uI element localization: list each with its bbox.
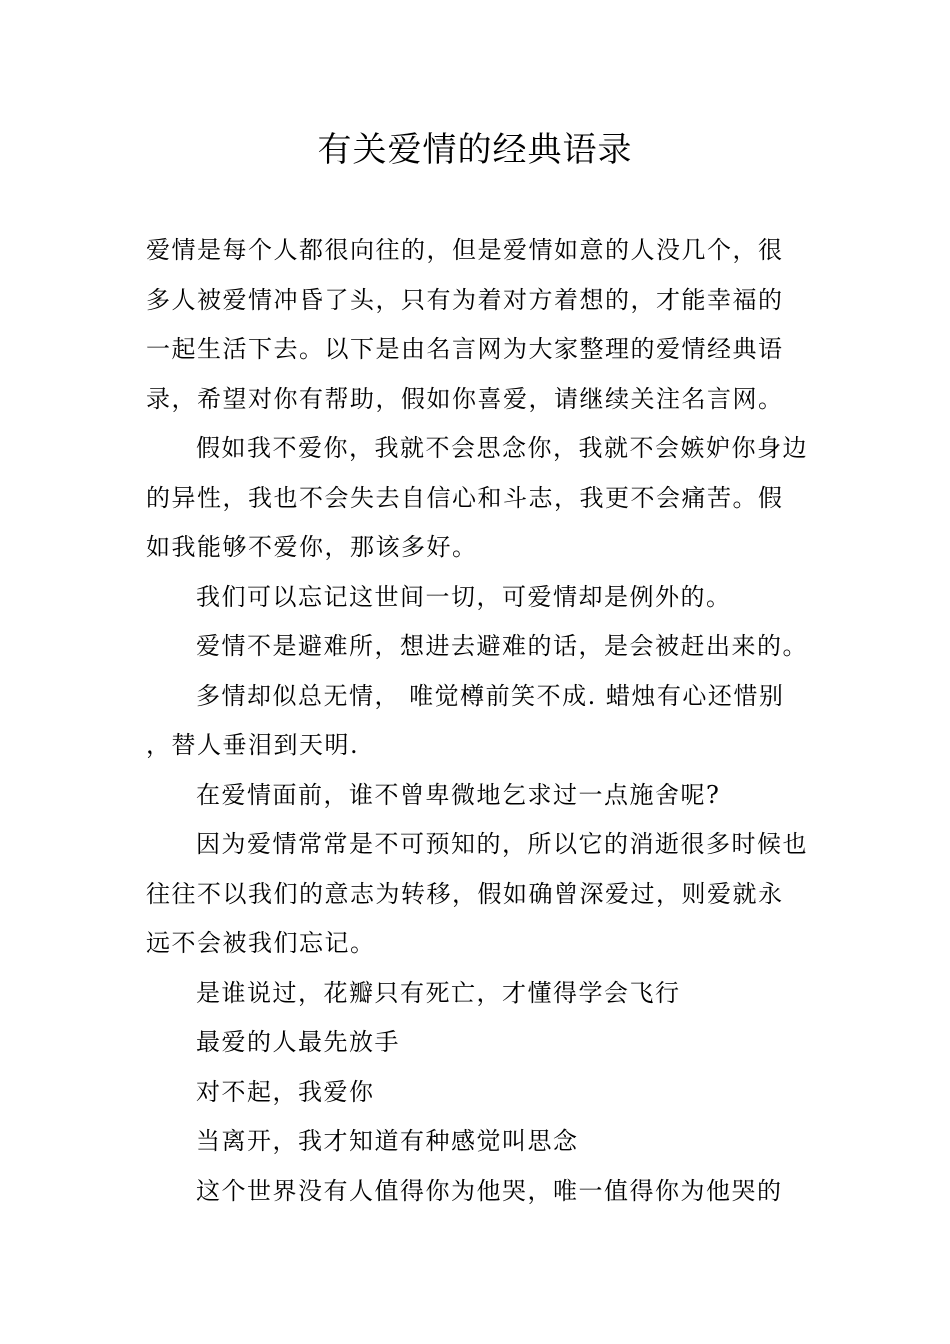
document-title: 有关爱情的经典语录 [317,130,633,170]
quote-paragraph: 最爱的人最先放手 [196,1028,400,1056]
document-body [146,226,808,1216]
quote-paragraph: 假如我不爱你，我就不会思念你，我就不会嫉妒你身边的异性，我也不会失去自信心和斗志，我更不会痛苦。假如我能够不爱你，那该多好。 [146,434,808,561]
quote-paragraph: 对不起，我爱你 [196,1077,375,1106]
quote-paragraph: 因为爱情常常是不可预知的，所以它的消逝很多时候也往往不以我们的意志为转移，假如确曾深爱过，则爱就永远不会被我们忘记。 [146,830,808,957]
quote-paragraph: 在爱情面前，谁不曾卑微地乞求过一点施舍呢? [196,780,721,809]
quote-paragraph: 多情却似总无情， 唯觉樽前笑不成. 蜡烛有心还惜别 ，替人垂泪到天明. [146,681,785,759]
quote-paragraph: 我们可以忘记这世间一切，可爱情却是例外的。 [196,582,732,611]
quote-paragraph: 是谁说过，花瓣只有死亡，才懂得学会飞行 [196,978,681,1007]
quote-paragraph: 爱情不是避难所，想进去避难的话，是会被赶出来的。 [196,632,808,660]
quote-paragraph: 当离开，我才知道有种感觉叫思念 [196,1127,579,1155]
quote-paragraph: 这个世界没有人值得你为他哭，唯一值得你为他哭的 [196,1176,783,1205]
intro-paragraph: 爱情是每个人都很向往的，但是爱情如意的人没几个，很多人被爱情冲昏了头，只有为着对方着想的，才能幸福的一起生活下去。以下是由名言网为大家整理的爱情经典语录，希望对你有帮助，假如你喜爱，请继续关注名言网。 [146,236,784,413]
